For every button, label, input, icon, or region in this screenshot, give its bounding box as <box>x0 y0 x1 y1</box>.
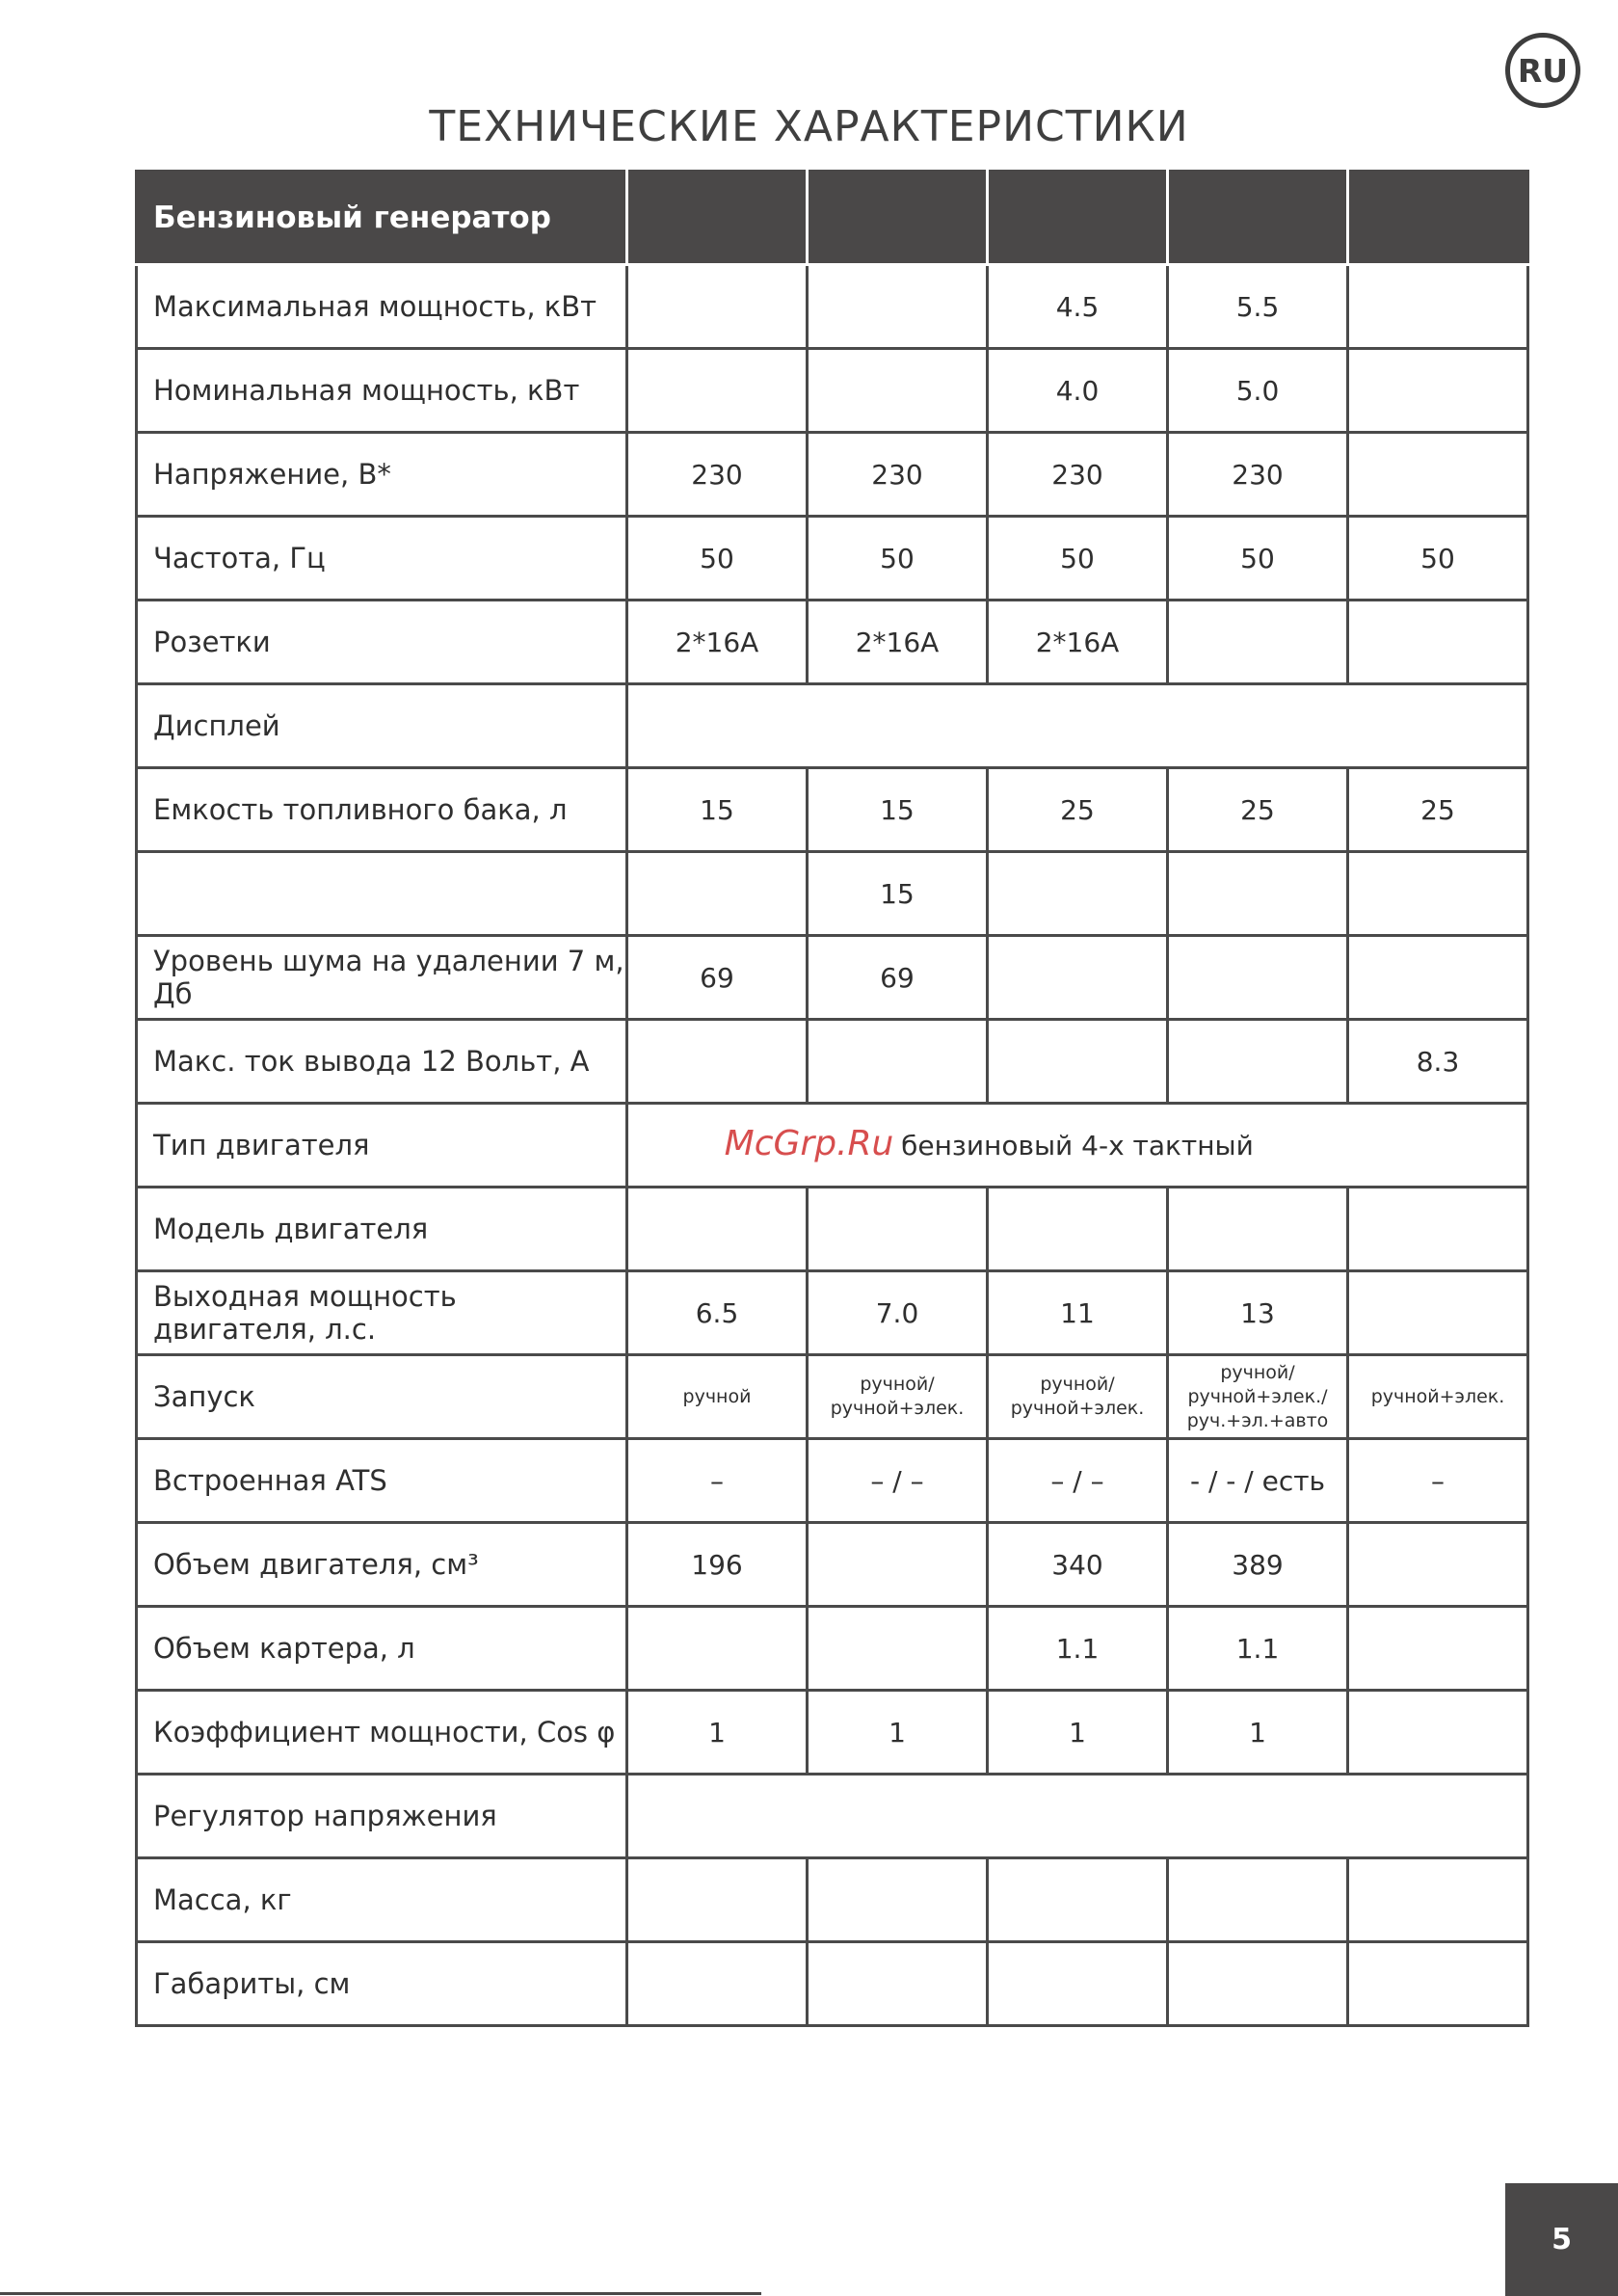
value-cell: 50 <box>627 517 808 601</box>
value-cell <box>1348 1188 1528 1271</box>
table-row <box>137 852 1528 936</box>
value-cell <box>1348 1607 1528 1691</box>
row-label: Макс. ток вывода 12 Вольт, А <box>137 1020 627 1104</box>
value-cell: 2*16A <box>808 601 988 684</box>
table-row <box>137 601 1528 684</box>
value-cell: 8.3 <box>1348 1020 1528 1104</box>
value-cell <box>988 1020 1168 1104</box>
row-label: Габариты, см <box>137 1942 627 2026</box>
row-label: Объем двигателя, см³ <box>137 1523 627 1607</box>
value-cell <box>627 349 808 433</box>
value-cell: 4.0 <box>988 349 1168 433</box>
value-cell: 25 <box>1348 768 1528 852</box>
row-label: Коэффициент мощности, Cos φ <box>137 1691 627 1775</box>
row-label: Напряжение, В* <box>137 433 627 517</box>
value-cell <box>1168 1858 1348 1942</box>
merged-value-cell: бензиновый 4-х тактный <box>627 1104 1528 1188</box>
table-row <box>137 1607 1528 1691</box>
value-cell: 15 <box>808 852 988 936</box>
table-header-cell <box>808 172 988 265</box>
value-cell: 13 <box>1168 1271 1348 1355</box>
value-cell <box>1168 1942 1348 2026</box>
value-cell: 4.5 <box>988 265 1168 349</box>
value-cell <box>627 852 808 936</box>
value-cell: 389 <box>1168 1523 1348 1607</box>
table-row <box>137 1775 1528 1858</box>
value-cell <box>627 1942 808 2026</box>
table-header-cell <box>988 172 1168 265</box>
value-cell <box>627 1188 808 1271</box>
value-cell: 25 <box>988 768 1168 852</box>
value-cell: 7.0 <box>808 1271 988 1355</box>
merged-value-cell <box>627 1775 1528 1858</box>
value-cell <box>1348 852 1528 936</box>
value-cell <box>808 349 988 433</box>
value-cell <box>988 936 1168 1020</box>
value-cell <box>1168 1020 1348 1104</box>
row-label: Уровень шума на удалении 7 м, Дб <box>137 936 627 1020</box>
language-badge: RU <box>1505 33 1580 108</box>
value-cell <box>1348 349 1528 433</box>
table-row <box>137 1691 1528 1775</box>
row-label: Запуск <box>137 1355 627 1439</box>
value-cell <box>1348 936 1528 1020</box>
value-cell: 196 <box>627 1523 808 1607</box>
value-cell <box>808 1942 988 2026</box>
value-cell: ручной+элек. <box>1348 1355 1528 1439</box>
table-row <box>137 349 1528 433</box>
table-row <box>137 1020 1528 1104</box>
row-label: Тип двигателя <box>137 1104 627 1188</box>
value-cell <box>1168 1188 1348 1271</box>
value-cell: – / – <box>808 1439 988 1523</box>
value-cell: 230 <box>627 433 808 517</box>
table-row <box>137 1942 1528 2026</box>
value-cell: 2*16A <box>988 601 1168 684</box>
value-cell <box>808 1020 988 1104</box>
value-cell <box>988 1858 1168 1942</box>
table-header-cell <box>1168 172 1348 265</box>
value-cell <box>1168 601 1348 684</box>
value-cell: 11 <box>988 1271 1168 1355</box>
table-row <box>137 684 1528 768</box>
value-cell <box>627 1858 808 1942</box>
value-cell: 1 <box>988 1691 1168 1775</box>
value-cell <box>1348 1942 1528 2026</box>
value-cell: 1.1 <box>1168 1607 1348 1691</box>
value-cell <box>808 1858 988 1942</box>
value-cell: 6.5 <box>627 1271 808 1355</box>
value-cell <box>808 1607 988 1691</box>
value-cell: 50 <box>1168 517 1348 601</box>
table-header-label: Бензиновый генератор <box>137 172 627 265</box>
table-row <box>137 1858 1528 1942</box>
merged-value-cell <box>627 684 1528 768</box>
value-cell <box>627 1607 808 1691</box>
row-label: Объем картера, л <box>137 1607 627 1691</box>
row-label: Выходная мощность двигателя, л.с. <box>137 1271 627 1355</box>
page-title: ТЕХНИЧЕСКИЕ ХАРАКТЕРИСТИКИ <box>429 102 1189 151</box>
row-label: Розетки <box>137 601 627 684</box>
value-cell <box>1348 1691 1528 1775</box>
table-row <box>137 1355 1528 1439</box>
table-header-row <box>137 172 1528 265</box>
value-cell <box>627 1020 808 1104</box>
row-label: Емкость топливного бака, л <box>137 768 627 852</box>
table-row <box>137 936 1528 1020</box>
value-cell <box>1168 936 1348 1020</box>
value-cell: 230 <box>1168 433 1348 517</box>
value-cell: 25 <box>1168 768 1348 852</box>
value-cell: 5.0 <box>1168 349 1348 433</box>
table-row <box>137 433 1528 517</box>
value-cell <box>1348 1858 1528 1942</box>
value-cell: 1 <box>1168 1691 1348 1775</box>
value-cell <box>1348 1523 1528 1607</box>
value-cell <box>1348 1271 1528 1355</box>
value-cell <box>1168 852 1348 936</box>
bottom-rule <box>0 2292 761 2295</box>
value-cell <box>1348 601 1528 684</box>
row-label: Регулятор напряжения <box>137 1775 627 1858</box>
row-label: Встроенная ATS <box>137 1439 627 1523</box>
row-label <box>137 852 627 936</box>
value-cell: – <box>627 1439 808 1523</box>
table-header-cell <box>1348 172 1528 265</box>
row-label: Дисплей <box>137 684 627 768</box>
value-cell <box>1348 265 1528 349</box>
row-label: Модель двигателя <box>137 1188 627 1271</box>
value-cell: 1.1 <box>988 1607 1168 1691</box>
table-row <box>137 265 1528 349</box>
value-cell: – / – <box>988 1439 1168 1523</box>
value-cell: 50 <box>988 517 1168 601</box>
value-cell: ручной/ ручной+элек. <box>988 1355 1168 1439</box>
row-label: Номинальная мощность, кВт <box>137 349 627 433</box>
value-cell <box>988 1188 1168 1271</box>
table-header-cell <box>627 172 808 265</box>
value-cell: 50 <box>1348 517 1528 601</box>
table-row <box>137 1523 1528 1607</box>
value-cell <box>988 852 1168 936</box>
value-cell: ручной <box>627 1355 808 1439</box>
value-cell: 69 <box>808 936 988 1020</box>
value-cell <box>988 1942 1168 2026</box>
value-cell: 1 <box>808 1691 988 1775</box>
value-cell: – <box>1348 1439 1528 1523</box>
table-row <box>137 1188 1528 1271</box>
page-number: 5 <box>1505 2183 1618 2296</box>
value-cell <box>808 1523 988 1607</box>
value-cell: 230 <box>808 433 988 517</box>
value-cell: 5.5 <box>1168 265 1348 349</box>
row-label: Частота, Гц <box>137 517 627 601</box>
table-row <box>137 1271 1528 1355</box>
value-cell: ручной/ ручной+элек./ руч.+эл.+авто <box>1168 1355 1348 1439</box>
row-label: Масса, кг <box>137 1858 627 1942</box>
watermark: McGrp.Ru <box>724 1124 894 1163</box>
value-cell: 230 <box>988 433 1168 517</box>
value-cell <box>808 1188 988 1271</box>
table-row <box>137 768 1528 852</box>
value-cell: 15 <box>808 768 988 852</box>
table-row <box>137 517 1528 601</box>
value-cell <box>1348 433 1528 517</box>
value-cell <box>808 265 988 349</box>
table-row <box>137 1439 1528 1523</box>
value-cell <box>627 265 808 349</box>
row-label: Максимальная мощность, кВт <box>137 265 627 349</box>
spec-table <box>135 170 1529 2027</box>
value-cell: 50 <box>808 517 988 601</box>
value-cell: 340 <box>988 1523 1168 1607</box>
value-cell: - / - / есть <box>1168 1439 1348 1523</box>
value-cell: 69 <box>627 936 808 1020</box>
value-cell: 15 <box>627 768 808 852</box>
value-cell: ручной/ ручной+элек. <box>808 1355 988 1439</box>
value-cell: 2*16A <box>627 601 808 684</box>
value-cell: 1 <box>627 1691 808 1775</box>
